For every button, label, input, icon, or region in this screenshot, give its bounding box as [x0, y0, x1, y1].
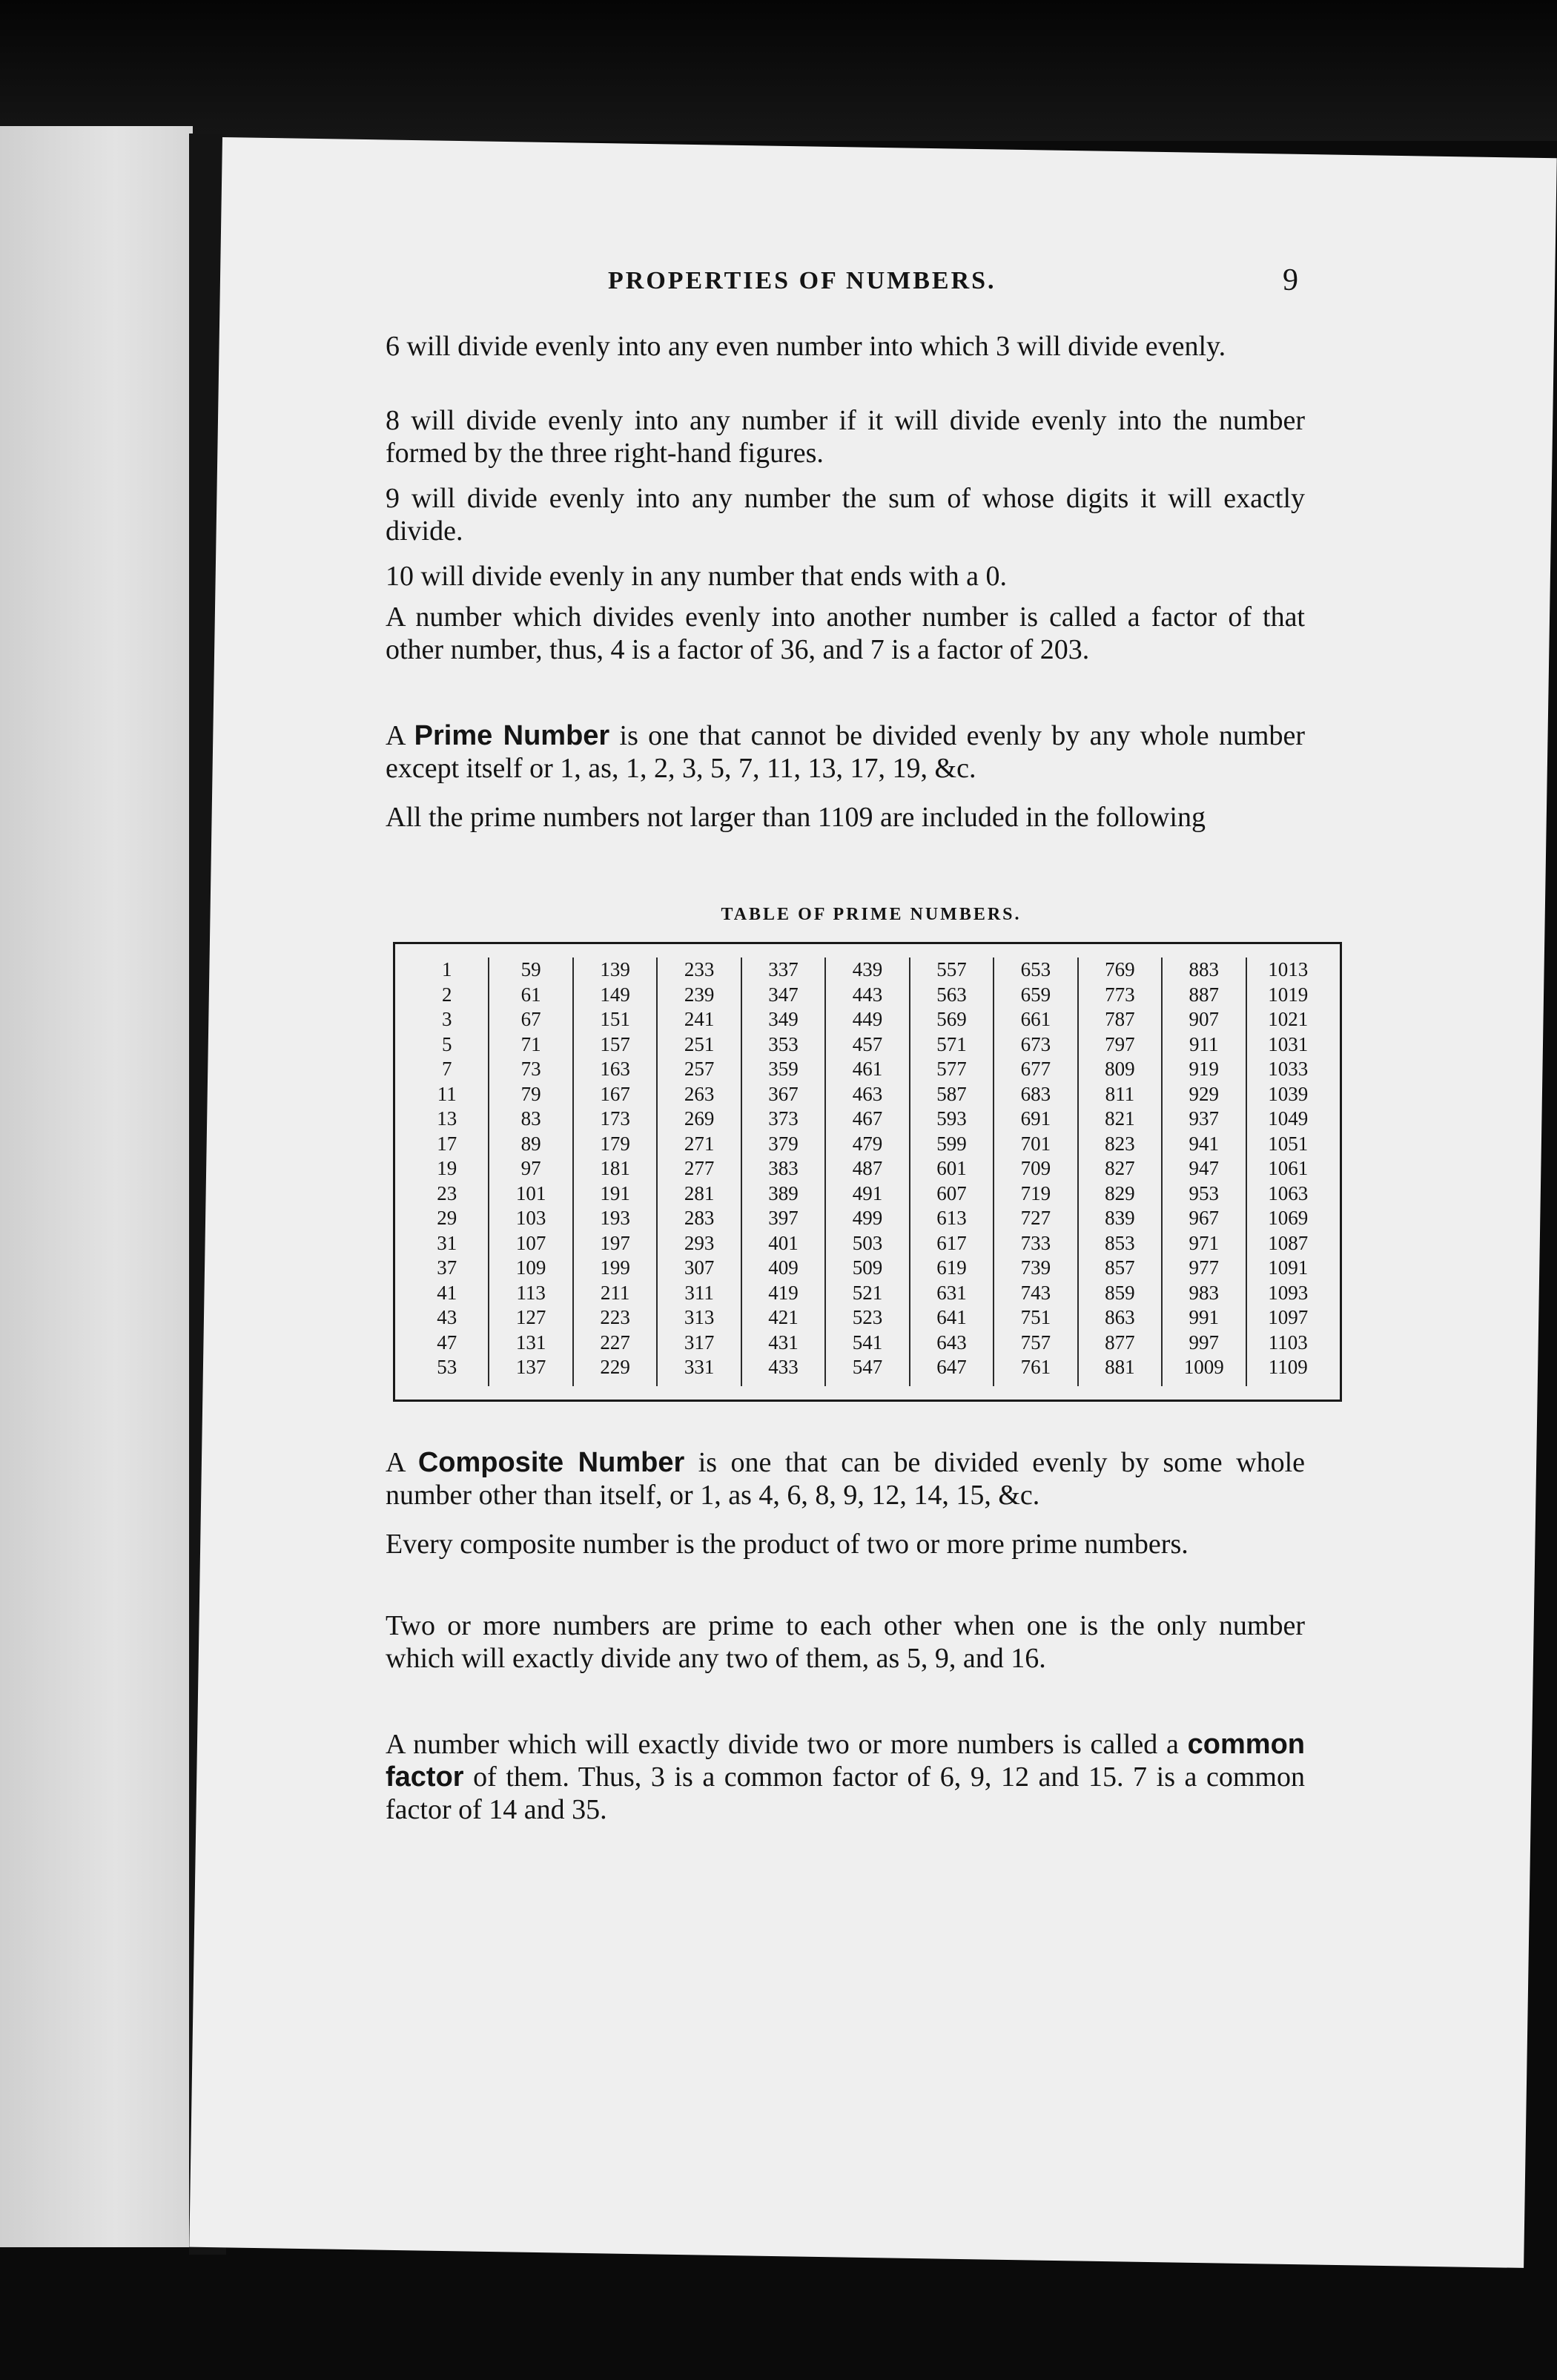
table-cell: 643	[936, 1331, 967, 1354]
table-cell: 857	[1105, 1256, 1135, 1279]
table-cell: 163	[600, 1058, 630, 1080]
table-cell: 23	[437, 1181, 457, 1204]
table-cell: 769	[1105, 958, 1135, 980]
table-cell: 607	[936, 1181, 967, 1204]
table-cell: 241	[684, 1008, 715, 1030]
table-cell: 337	[768, 958, 799, 980]
table-column	[658, 957, 741, 1386]
table-cell: 1031	[1268, 1032, 1309, 1055]
table-cell: 1009	[1183, 1356, 1224, 1378]
table-cell: 1103	[1268, 1331, 1308, 1354]
composite-number-term: Composite Number	[417, 1447, 685, 1478]
table-cell: 773	[1105, 983, 1135, 1006]
table-cell: 31	[437, 1231, 457, 1254]
table-cell: 277	[684, 1157, 715, 1179]
table-cell: 647	[936, 1356, 967, 1378]
table-cell: 13	[437, 1107, 457, 1130]
table-cell: 997	[1189, 1331, 1220, 1354]
table-cell: 937	[1189, 1107, 1220, 1130]
table-cell: 1109	[1268, 1356, 1308, 1378]
table-cell: 239	[684, 983, 715, 1006]
table-cell: 499	[852, 1207, 883, 1229]
table-cell: 271	[684, 1132, 715, 1155]
table-cell: 389	[768, 1181, 799, 1204]
table-cell: 733	[1020, 1231, 1051, 1254]
paragraph-text: is one that cannot be divided evenly by any whole number except itself or 1, as, 1, 2, 3, 5, 7, 11, 13, 17, 19, &c.	[386, 720, 1305, 784]
table-cell: 877	[1105, 1331, 1135, 1354]
table-cell: 347	[768, 983, 799, 1006]
table-cell: 181	[600, 1157, 630, 1179]
table-column	[910, 957, 994, 1386]
table-column	[1079, 957, 1163, 1386]
paragraph-divisibility-8	[356, 404, 1305, 469]
table-cell: 107	[515, 1231, 546, 1254]
paragraph-composite-definition	[356, 1446, 1305, 1512]
paragraph-text: is one that can be divided evenly by some whole number other than itself, or 1, as 4, 6, 8, 9, 12, 14, 15, &c.	[386, 1447, 1305, 1511]
running-head: PROPERTIES OF NUMBERS.	[608, 267, 996, 294]
table-cell: 1	[441, 958, 452, 980]
table-cell: 113	[516, 1281, 546, 1304]
table-cell: 43	[437, 1306, 457, 1328]
table-cell: 397	[768, 1207, 799, 1229]
table-cell: 167	[600, 1082, 630, 1105]
table-cell: 743	[1020, 1281, 1051, 1304]
table-cell: 197	[600, 1231, 630, 1254]
table-cell: 1019	[1268, 983, 1309, 1006]
paragraph-divisibility-9	[356, 482, 1305, 547]
table-cell: 907	[1189, 1008, 1220, 1030]
table-cell: 613	[936, 1207, 967, 1229]
common-factor-term: common factor	[386, 1729, 1305, 1793]
table-cell: 11	[437, 1082, 457, 1105]
table-cell: 641	[936, 1306, 967, 1328]
table-cell: 103	[515, 1207, 546, 1229]
table-cell: 929	[1189, 1082, 1220, 1105]
table-cell: 19	[437, 1157, 457, 1179]
table-cell: 577	[936, 1058, 967, 1080]
table-cell: 431	[768, 1331, 799, 1354]
table-cell: 151	[600, 1008, 630, 1030]
table-cell: 967	[1189, 1207, 1220, 1229]
table-cell: 757	[1020, 1331, 1051, 1354]
table-cell: 727	[1020, 1207, 1051, 1229]
table-cell: 587	[936, 1082, 967, 1105]
table-cell: 911	[1189, 1032, 1219, 1055]
table-cell: 487	[852, 1157, 883, 1179]
scan-background-top	[0, 0, 1557, 141]
table-cell: 157	[600, 1032, 630, 1055]
table-cell: 523	[852, 1306, 883, 1328]
table-cell: 229	[600, 1356, 630, 1378]
table-cell: 503	[852, 1231, 883, 1254]
table-cell: 691	[1020, 1107, 1051, 1130]
table-cell: 1021	[1268, 1008, 1309, 1030]
table-cell: 853	[1105, 1231, 1135, 1254]
table-cell: 223	[600, 1306, 630, 1328]
table-cell: 677	[1020, 1058, 1051, 1080]
table-cell: 887	[1189, 983, 1220, 1006]
table-cell: 29	[437, 1207, 457, 1229]
table-cell: 227	[600, 1331, 630, 1354]
table-cell: 293	[684, 1231, 715, 1254]
table-cell: 1051	[1268, 1132, 1309, 1155]
table-cell: 1049	[1268, 1107, 1309, 1130]
table-cell: 829	[1105, 1181, 1135, 1204]
table-cell: 983	[1189, 1281, 1220, 1304]
table-cell: 751	[1020, 1306, 1051, 1328]
table-cell: 461	[852, 1058, 883, 1080]
paragraph-divisibility-10	[356, 560, 1305, 593]
table-cell: 547	[852, 1356, 883, 1378]
table-cell: 673	[1020, 1032, 1051, 1055]
table-cell: 421	[768, 1306, 799, 1328]
table-cell: 47	[437, 1331, 457, 1354]
paragraph-relatively-prime	[356, 1609, 1305, 1675]
paragraph-composite-product	[356, 1528, 1305, 1560]
table-cell: 941	[1189, 1132, 1220, 1155]
table-column	[406, 957, 489, 1386]
table-cell: 977	[1189, 1256, 1220, 1279]
table-cell: 491	[852, 1181, 883, 1204]
table-cell: 313	[684, 1306, 715, 1328]
table-column	[1163, 957, 1246, 1386]
paragraph-text: Two or more numbers are prime to each other when one is the only number which will exactly divide any two of them, as 5, 9, and 16.	[386, 1610, 1305, 1674]
table-column	[489, 957, 573, 1386]
table-cell: 443	[852, 983, 883, 1006]
left-page-edge	[0, 126, 193, 2247]
paragraph-text: 6 will divide evenly into any even number into which 3 will divide evenly.	[386, 331, 1226, 362]
table-cell: 619	[936, 1256, 967, 1279]
table-cell: 1063	[1268, 1181, 1309, 1204]
paragraph-text-lead: A	[386, 720, 414, 751]
table-cell: 199	[600, 1256, 630, 1279]
table-cell: 53	[437, 1356, 457, 1378]
table-cell: 827	[1105, 1157, 1135, 1179]
table-cell: 1087	[1268, 1231, 1309, 1254]
prime-numbers-table	[393, 942, 1342, 1402]
table-cell: 541	[852, 1331, 883, 1354]
table-cell: 173	[600, 1107, 630, 1130]
table-cell: 37	[437, 1256, 457, 1279]
paragraph-text: 10 will divide evenly in any number that ends with a 0.	[386, 561, 1007, 592]
table-cell: 281	[684, 1181, 715, 1204]
table-cell: 797	[1105, 1032, 1135, 1055]
table-cell: 1033	[1268, 1058, 1309, 1080]
table-cell: 251	[684, 1032, 715, 1055]
table-cell: 563	[936, 983, 967, 1006]
table-column	[574, 957, 658, 1386]
table-cell: 659	[1020, 983, 1051, 1006]
table-cell: 463	[852, 1082, 883, 1105]
table-cell: 457	[852, 1032, 883, 1055]
table-cell: 283	[684, 1207, 715, 1229]
table-cell: 79	[520, 1082, 541, 1105]
table-cell: 317	[684, 1331, 715, 1354]
table-cell: 1097	[1268, 1306, 1309, 1328]
table-cell: 7	[441, 1058, 452, 1080]
table-cell: 557	[936, 958, 967, 980]
table-cell: 71	[520, 1032, 541, 1055]
table-cell: 883	[1189, 958, 1220, 980]
table-title: TABLE OF PRIME NUMBERS.	[721, 905, 1022, 924]
table-cell: 811	[1105, 1082, 1135, 1105]
table-cell: 1013	[1268, 958, 1309, 980]
table-cell: 701	[1020, 1132, 1051, 1155]
table-cell: 787	[1105, 1008, 1135, 1030]
page-header	[386, 263, 1349, 311]
table-cell: 191	[600, 1181, 630, 1204]
table-cell: 263	[684, 1082, 715, 1105]
table-cell: 1091	[1268, 1256, 1309, 1279]
table-cell: 571	[936, 1032, 967, 1055]
table-cell: 379	[768, 1132, 799, 1155]
table-column	[994, 957, 1078, 1386]
table-cell: 383	[768, 1157, 799, 1179]
table-cell: 17	[437, 1132, 457, 1155]
table-cell: 193	[600, 1207, 630, 1229]
paragraph-factor-definition	[356, 601, 1305, 666]
paragraph-text: Every composite number is the product of two or more prime numbers.	[386, 1529, 1189, 1560]
paragraph-text-lead: A	[386, 1447, 418, 1478]
table-cell: 3	[441, 1008, 452, 1030]
table-cell: 367	[768, 1082, 799, 1105]
page-number: 9	[1283, 263, 1298, 297]
table-cell: 353	[768, 1032, 799, 1055]
table-cell: 83	[520, 1107, 541, 1130]
table-cell: 467	[852, 1107, 883, 1130]
table-cell: 809	[1105, 1058, 1135, 1080]
table-cell: 971	[1189, 1231, 1220, 1254]
table-cell: 401	[768, 1231, 799, 1254]
table-cell: 73	[520, 1058, 541, 1080]
table-cell: 863	[1105, 1306, 1135, 1328]
paragraph-text: 9 will divide evenly into any number the sum of whose digits it will exactly divide.	[386, 483, 1305, 547]
table-cell: 881	[1105, 1356, 1135, 1378]
table-cell: 599	[936, 1132, 967, 1155]
table-cell: 61	[520, 983, 541, 1006]
paragraph-text: A number which divides evenly into another number is called a factor of that other number, thus, 4 is a factor of 36, and 7 is a factor of 203.	[386, 601, 1305, 665]
table-cell: 1039	[1268, 1082, 1309, 1105]
table-cell: 97	[520, 1157, 541, 1179]
table-cell: 1093	[1268, 1281, 1309, 1304]
table-cell: 601	[936, 1157, 967, 1179]
table-cell: 761	[1020, 1356, 1051, 1378]
table-cell: 593	[936, 1107, 967, 1130]
paragraph-text-lead: A number which will exactly divide two or more numbers is called a	[386, 1729, 1188, 1760]
table-cell: 101	[515, 1181, 546, 1204]
table-cell: 67	[520, 1008, 541, 1030]
table-column	[826, 957, 910, 1386]
table-cell: 269	[684, 1107, 715, 1130]
table-cell: 709	[1020, 1157, 1051, 1179]
table-cell: 509	[852, 1256, 883, 1279]
table-cell: 41	[437, 1281, 457, 1304]
table-cell: 569	[936, 1008, 967, 1030]
table-cell: 109	[515, 1256, 546, 1279]
table-cell: 433	[768, 1356, 799, 1378]
table-cell: 2	[441, 983, 452, 1006]
table-cell: 359	[768, 1058, 799, 1080]
table-cell: 631	[936, 1281, 967, 1304]
table-cell: 859	[1105, 1281, 1135, 1304]
table-cell: 439	[852, 958, 883, 980]
paragraph-common-factor	[356, 1728, 1305, 1826]
table-cell: 331	[684, 1356, 715, 1378]
table-cell: 5	[441, 1032, 452, 1055]
table-cell: 149	[600, 983, 630, 1006]
table-cell: 947	[1189, 1157, 1220, 1179]
table-cell: 739	[1020, 1256, 1051, 1279]
paragraph-text: All the prime numbers not larger than 1109 are included in the following	[386, 802, 1206, 833]
table-cell: 419	[768, 1281, 799, 1304]
table-cell: 311	[684, 1281, 714, 1304]
table-cell: 653	[1020, 958, 1051, 980]
table-cell: 991	[1189, 1306, 1220, 1328]
table-cell: 137	[515, 1356, 546, 1378]
table-cell: 449	[852, 1008, 883, 1030]
table-column	[742, 957, 826, 1386]
table-cell: 683	[1020, 1082, 1051, 1105]
table-cell: 617	[936, 1231, 967, 1254]
table-cell: 839	[1105, 1207, 1135, 1229]
table-cell: 719	[1020, 1181, 1051, 1204]
table-cell: 479	[852, 1132, 883, 1155]
table-cell: 59	[520, 958, 541, 980]
table-cell: 211	[600, 1281, 630, 1304]
table-cell: 409	[768, 1256, 799, 1279]
table-cell: 179	[600, 1132, 630, 1155]
table-column	[1247, 957, 1329, 1386]
table-cell: 349	[768, 1008, 799, 1030]
table-cell: 919	[1189, 1058, 1220, 1080]
table-cell: 127	[515, 1306, 546, 1328]
table-cell: 257	[684, 1058, 715, 1080]
prime-number-term: Prime Number	[414, 720, 610, 751]
table-cell: 1069	[1268, 1207, 1309, 1229]
paragraph-text: 8 will divide evenly into any number if it will divide evenly into the number formed by the three right-hand figures.	[386, 405, 1305, 469]
table-cell: 373	[768, 1107, 799, 1130]
table-cell: 1061	[1268, 1157, 1309, 1179]
table-cell: 953	[1189, 1181, 1220, 1204]
table-cell: 233	[684, 958, 715, 980]
paragraph-prime-definition	[356, 719, 1305, 785]
table-cell: 823	[1105, 1132, 1135, 1155]
table-cell: 521	[852, 1281, 883, 1304]
paragraph-table-intro	[356, 801, 1305, 834]
table-cell: 89	[520, 1132, 541, 1155]
table-cell: 661	[1020, 1008, 1051, 1030]
table-cell: 307	[684, 1256, 715, 1279]
paragraph-divisibility-6	[356, 330, 1305, 363]
paragraph-text: of them. Thus, 3 is a common factor of 6, 9, 12 and 15. 7 is a common factor of 14 and 35.	[386, 1761, 1305, 1825]
table-cell: 821	[1105, 1107, 1135, 1130]
table-cell: 131	[515, 1331, 546, 1354]
table-cell: 139	[600, 958, 630, 980]
